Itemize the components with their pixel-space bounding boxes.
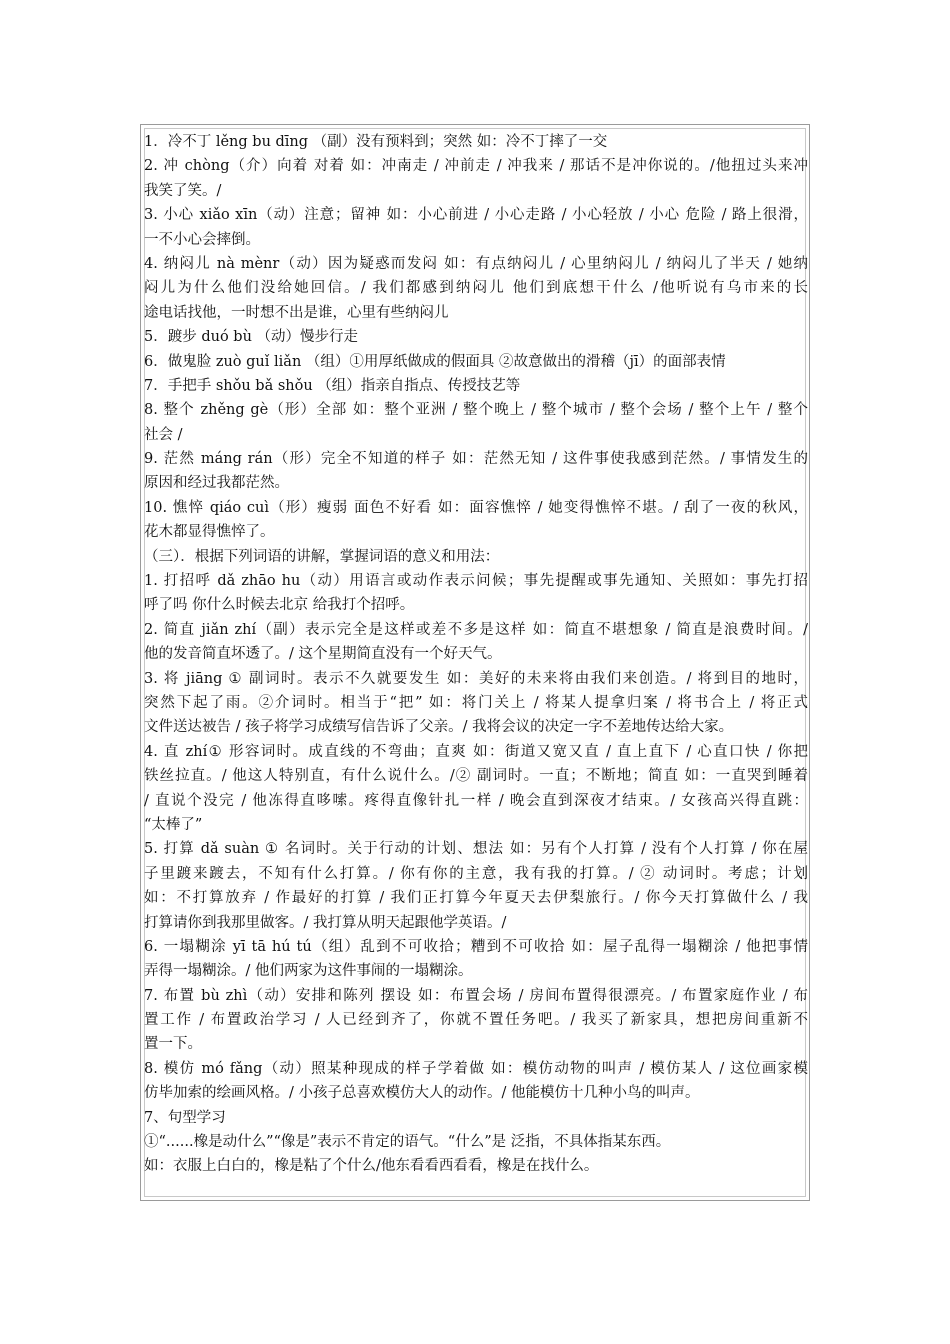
text-line: 2. 简直 jiǎn zhí（副）表示完全是这样或差不多是这样 如：简直不堪想象 / 简直是浪费时间。/	[144, 621, 808, 638]
text-line: “太棒了”	[144, 816, 203, 833]
paragraph	[144, 398, 808, 447]
text-line: 原因和经过我都茫然。	[144, 475, 289, 492]
text-line: 途电话找他，一时想不出是谁，心里有些纳闷儿	[144, 304, 449, 321]
text-line: 4. 纳闷儿 nà mènr（动）因为疑惑而发闷 如：有点纳闷儿 / 心里纳闷儿 / 纳闷儿了半天 / 她纳	[144, 255, 808, 272]
document-body	[144, 130, 808, 1179]
text-line: 4. 直 zhí① 形容词时。成直线的不弯曲；直爽 如：街道又宽又直 / 直上直下 / 心直口快 / 你把	[144, 743, 808, 760]
text-line: 一不小心会摔倒。	[144, 231, 260, 248]
text-line: 文件送达被告 / 孩子将学习成绩写信告诉了父亲。/ 我将会议的决定一字不差地传达给大家。	[144, 719, 734, 736]
paragraph	[144, 545, 808, 569]
text-line: 铁丝拉直。/ 他这人特别直，有什么说什么。/② 副词时。一直；不断地；简直 如：一直哭到睡着	[144, 768, 808, 785]
paragraph	[144, 935, 808, 984]
paragraph	[144, 496, 808, 545]
text-line: 5．踱步 duó bù （动）慢步行走	[144, 329, 359, 346]
text-line: 置一下。	[144, 1036, 202, 1053]
text-line: / 直说个没完 / 他冻得直哆嗦。疼得直像针扎一样 / 晚会直到深夜才结束。/ 女孩高兴得直跳：	[144, 792, 808, 809]
text-line: 他的发音简直坏透了。/ 这个星期简直没有一个好天气。	[144, 646, 502, 663]
text-line: 如：不打算放弃 / 作最好的打算 / 我们正打算今年夏天去伊梨旅行。/ 你今天打算做什么 / 我	[144, 890, 808, 907]
paragraph	[144, 374, 808, 398]
paragraph	[144, 203, 808, 252]
text-line: 弄得一塌糊涂。/ 他们两家为这件事闹的一塌糊涂。	[144, 963, 473, 980]
paragraph	[144, 350, 808, 374]
text-line: 2. 冲 chòng（介）向着 对着 如：冲南走 / 冲前走 / 冲我来 / 那话不是冲你说的。/他扭过头来冲	[144, 158, 808, 175]
text-line: ①“......橡是动什么”“像是”表示不肯定的语气。“什么”是 泛指，不具体指某东西。	[144, 1134, 671, 1151]
text-line: 6. 一塌糊涂 yī tā hú tú（组）乱到不可收拾；糟到不可收拾 如：屋子乱得一塌糊涂 / 他把事情	[144, 938, 808, 955]
text-line: 社会 /	[144, 426, 183, 443]
paragraph	[144, 325, 808, 349]
text-line: 1. 打招呼 dǎ zhāo hu（动）用语言或动作表示问候；事先提醒或事先通知、关照如：事先打招	[144, 573, 808, 590]
text-line: 闷儿为什么他们没给她回信。/ 我们都感到纳闷儿 他们到底想干什么 /他听说有乌市来的长	[144, 280, 808, 297]
paragraph	[144, 1130, 808, 1154]
paragraph	[144, 130, 808, 154]
text-line: 如：衣服上白白的，橡是粘了个什么/他东看看西看看，橡是在找什么。	[144, 1158, 599, 1175]
paragraph	[144, 252, 808, 325]
paragraph	[144, 837, 808, 935]
text-line: 突然下起了雨。②介词时。相当于“把” 如：将门关上 / 将某人提拿归案 / 将书合上 / 将正式	[144, 694, 808, 711]
paragraph	[144, 154, 808, 203]
text-line: 3. 将 jiāng ① 副词时。表示不久就要发生 如：美好的未来将由我们来创造。/ 将到目的地时，	[144, 670, 808, 687]
paragraph	[144, 447, 808, 496]
text-line: 花木都显得憔悴了。	[144, 524, 275, 541]
text-line: 仿毕加索的绘画风格。/ 小孩子总喜欢模仿大人的动作。/ 他能模仿十几种小鸟的叫声。	[144, 1085, 700, 1102]
paragraph	[144, 569, 808, 618]
paragraph	[144, 1057, 808, 1106]
paragraph	[144, 618, 808, 667]
text-line: 10. 憔悴 qiáo cuì（形）瘦弱 面色不好看 如：面容憔悴 / 她变得憔悴不堪。/ 刮了一夜的秋风，	[144, 499, 808, 516]
paragraph	[144, 667, 808, 740]
text-line: 9. 茫然 máng rán（形）完全不知道的样子 如：茫然无知 / 这件事使我感到茫然。/ 事情发生的	[144, 451, 808, 468]
text-line: 打算请你到我那里做客。/ 我打算从明天起跟他学英语。/	[144, 914, 507, 931]
text-line: 子里踱来踱去，不知有什么打算。/ 你有你的主意，我有我的打算。/ ② 动词时。考虑；计划	[144, 865, 808, 882]
paragraph	[144, 740, 808, 838]
text-line: 7. 布置 bù zhì（动）安排和陈列 摆设 如：布置会场 / 房间布置得很漂亮。/ 布置家庭作业 / 布	[144, 987, 808, 1004]
text-line: 7、句型学习	[144, 1109, 226, 1126]
text-line: 5. 打算 dǎ suàn ① 名词时。关于行动的计划、想法 如：另有个人打算 / 没有个人打算 / 你在屋	[144, 841, 808, 858]
text-line: 呼了吗 你什么时候去北京 给我打个招呼。	[144, 597, 415, 614]
text-line: 8. 整个 zhěng gè（形）全部 如：整个亚洲 / 整个晚上 / 整个城市 / 整个会场 / 整个上午 / 整个	[144, 402, 808, 419]
text-line: 3. 小心 xiǎo xīn（动）注意；留神 如：小心前进 / 小心走路 / 小心轻放 / 小心 危险 / 路上很滑，	[144, 207, 808, 224]
text-line: 8. 模仿 mó fǎng（动）照某种现成的样子学着做 如：模仿动物的叫声 / 模仿某人 / 这位画家模	[144, 1060, 808, 1077]
paragraph	[144, 1106, 808, 1130]
paragraph	[144, 984, 808, 1057]
text-line: 7．手把手 shǒu bǎ shǒu （组）指亲自指点、传授技艺等	[144, 377, 521, 394]
text-line: （三）．根据下列词语的讲解，掌握词语的意义和用法：	[144, 548, 500, 565]
text-line: 置工作 / 布置政治学习 / 人已经到齐了，你就不置任务吧。/ 我买了新家具，想把房间重新不	[144, 1012, 808, 1029]
text-line: 我笑了笑。/	[144, 182, 222, 199]
paragraph	[144, 1154, 808, 1178]
text-line: 6．做鬼脸 zuò guǐ liǎn （组）①用厚纸做成的假面具 ②故意做出的滑稽（jī）的面部表情	[144, 353, 726, 370]
text-line: 1．冷不丁 lěng bu dīng （副）没有预料到；突然 如：冷不丁摔了一交	[144, 134, 608, 150]
